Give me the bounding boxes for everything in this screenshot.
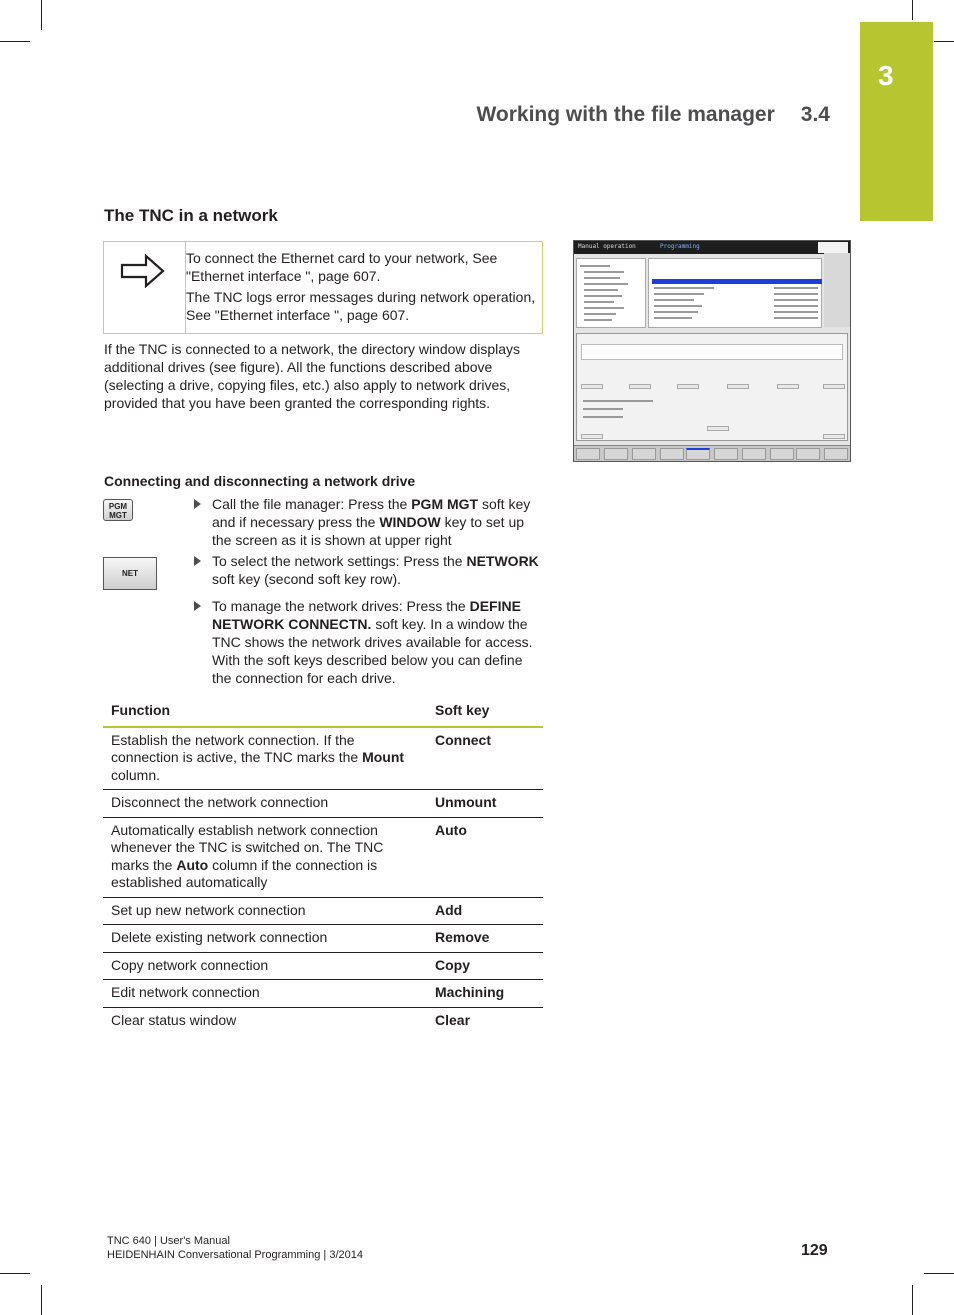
step-text: soft key. In a window the TNC shows the network drives available for access. With the soft keys described below you can define the connection for each drive. (212, 616, 533, 686)
crop-mark (924, 1273, 954, 1274)
screenshot-dialog-button (727, 384, 749, 389)
chapter-number: 3 (878, 60, 894, 91)
table-cell-function: Edit network connection (103, 980, 427, 1008)
crop-mark (41, 0, 42, 30)
screenshot-dialog-button (823, 384, 845, 389)
screenshot-text-line (580, 265, 610, 267)
bullet-triangle-icon (194, 499, 201, 509)
table-cell-function: Delete existing network connection (103, 925, 427, 953)
screenshot-directory-tree (576, 258, 646, 328)
screenshot-clock (818, 242, 848, 253)
table-row (103, 980, 543, 1008)
screenshot-network-dialog (576, 333, 848, 441)
note-text (186, 250, 536, 324)
screenshot-text-line (583, 408, 623, 410)
cell-key-term: Mount (362, 749, 405, 765)
screenshot-softkey (604, 448, 628, 460)
crop-mark (912, 1285, 913, 1315)
note-line-1: To connect the Ethernet card to your network, See "Ethernet interface ", page 607. (186, 250, 498, 284)
screenshot-text-line (584, 277, 620, 279)
crop-mark (0, 41, 30, 42)
screenshot-text-line (584, 301, 614, 303)
table-cell-softkey: Clear (435, 1011, 471, 1028)
screenshot-softkey (824, 448, 848, 460)
screenshot-mode-bar (574, 241, 850, 254)
table-header-row (103, 699, 543, 727)
screenshot-dialog-button (777, 384, 799, 389)
screenshot-text-line (774, 287, 818, 289)
step-text: Call the file manager: Press the (212, 496, 412, 512)
screenshot-text-line (584, 283, 628, 285)
screenshot-text-line (774, 293, 818, 295)
bullet-triangle-icon (194, 601, 201, 611)
table-cell-softkey: Auto (427, 817, 543, 897)
body-paragraph: If the TNC is connected to a network, the directory window displays additional drives (see figure). All the functions described above (selecting a drive, copying files, etc.) also apply to network drives, provided that you have been granted the corresponding rights. (104, 341, 521, 411)
step-text: To select the network settings: Press the (212, 553, 467, 569)
screenshot-text-line (654, 317, 692, 319)
screenshot-drive-grid (581, 344, 843, 360)
page-number: 129 (801, 1242, 828, 1259)
arrow-right-icon (120, 254, 166, 288)
screenshot-side-panel (824, 253, 850, 327)
table-cell-function: Disconnect the network connection (103, 790, 427, 818)
table-row (103, 727, 543, 790)
crop-mark (934, 41, 954, 42)
screenshot-softkey (714, 448, 738, 460)
screenshot-selected-row (652, 279, 822, 284)
screenshot-text-line (654, 311, 698, 313)
table-cell-softkey: Copy (427, 952, 543, 980)
screenshot-softkey (632, 448, 656, 460)
screenshot-text-line (584, 295, 622, 297)
table-cell-softkey: Connect (427, 727, 543, 790)
screenshot-dialog-button (677, 384, 699, 389)
screenshot-text-line (584, 289, 618, 291)
screenshot-text-line (654, 287, 714, 289)
screenshot-mode-programming: Programming (660, 243, 700, 250)
screenshot-mode-manual: Manual operation (578, 243, 636, 250)
file-manager-screenshot (573, 240, 851, 462)
table-cell-softkey: Unmount (427, 790, 543, 818)
table-row (103, 1007, 543, 1034)
bullet-triangle-icon (194, 556, 201, 566)
table-cell-function: Set up new network connection (103, 897, 427, 925)
chapter-tab (860, 22, 933, 221)
screenshot-text-line (654, 305, 702, 307)
table-cell-function (103, 727, 427, 790)
net-key-icon: NET (103, 557, 157, 590)
table-cell-softkey: Remove (427, 925, 543, 953)
step-text: key to set up the screen as it is shown at upper right (212, 514, 525, 548)
step-2 (190, 552, 540, 588)
screenshot-dialog-button (581, 434, 603, 439)
softkey-function-table (103, 699, 543, 1034)
section-title: The TNC in a network (104, 206, 278, 225)
step-text: soft key and if necessary press the (212, 496, 531, 530)
screenshot-softkey (770, 448, 794, 460)
crop-mark (41, 1285, 42, 1315)
screenshot-softkey-row (574, 445, 850, 461)
screenshot-text-line (654, 299, 694, 301)
note-box (103, 241, 543, 334)
running-head-section: 3.4 (800, 103, 830, 126)
step-key-term: PGM MGT (411, 496, 479, 512)
screenshot-text-line (584, 313, 616, 315)
note-line-2: The TNC logs error messages during network operation, See "Ethernet interface ", page 607. (186, 289, 536, 323)
screenshot-text-line (584, 319, 612, 321)
table-header-softkey: Soft key (427, 699, 543, 727)
table-cell-function: Clear status window (111, 1011, 237, 1028)
screenshot-text-line (583, 416, 623, 418)
table-row (103, 817, 543, 897)
step-key-term: NETWORK (466, 553, 539, 569)
screenshot-text-line (654, 293, 704, 295)
step-text: soft key (second soft key row). (212, 571, 402, 587)
screenshot-text-line (774, 299, 818, 301)
screenshot-dialog-button (581, 384, 603, 389)
footer (107, 1234, 363, 1262)
subheading-network-drive: Connecting and disconnecting a network drive (104, 473, 416, 489)
running-head (476, 103, 830, 127)
cell-text: Establish the network connection. If the connection is active, the TNC marks the (111, 731, 363, 765)
screenshot-dialog-button (707, 426, 729, 431)
screenshot-softkey (686, 448, 710, 460)
table-row (103, 897, 543, 925)
table-cell-function (103, 817, 427, 897)
table-row (103, 790, 543, 818)
screenshot-text-line (584, 307, 624, 309)
pgm-mgt-key-icon: PGM MGT (103, 499, 133, 521)
table-cell-function: Copy network connection (103, 952, 427, 980)
crop-mark (912, 0, 913, 20)
running-head-title: Working with the file manager (476, 103, 775, 126)
step-3 (190, 597, 540, 687)
step-text: To manage the network drives: Press the (212, 598, 470, 614)
table-header-function: Function (103, 699, 427, 727)
screenshot-text-line (583, 400, 653, 402)
screenshot-softkey (742, 448, 766, 460)
cell-text: Automatically establish network connection whenever the TNC is switched on. The TNC marks the (111, 821, 384, 873)
table-cell-softkey: Add (427, 897, 543, 925)
screenshot-softkey (796, 448, 820, 460)
screenshot-text-line (774, 317, 818, 319)
table-cell-softkey: Machining (427, 980, 543, 1008)
screenshot-text-line (774, 305, 818, 307)
step-1 (190, 495, 540, 549)
cell-text: column if the connection is established automatically (111, 856, 378, 890)
crop-mark (0, 1273, 30, 1274)
screenshot-softkey (660, 448, 684, 460)
screenshot-softkey (576, 448, 600, 460)
screenshot-text-line (584, 271, 624, 273)
cell-key-term: Auto (176, 856, 209, 873)
table-row (103, 925, 543, 953)
cell-text: column. (111, 766, 161, 783)
footer-line-1: TNC 640 | User's Manual (107, 1235, 230, 1247)
step-key-term: WINDOW (379, 514, 441, 530)
step-key-term: DEFINE NETWORK CONNECTN. (212, 598, 521, 632)
screenshot-text-line (774, 311, 818, 313)
table-row (103, 952, 543, 980)
screenshot-dialog-button (823, 434, 845, 439)
footer-line-2: HEIDENHAIN Conversational Programming | 3/2014 (107, 1249, 363, 1261)
screenshot-dialog-button (629, 384, 651, 389)
